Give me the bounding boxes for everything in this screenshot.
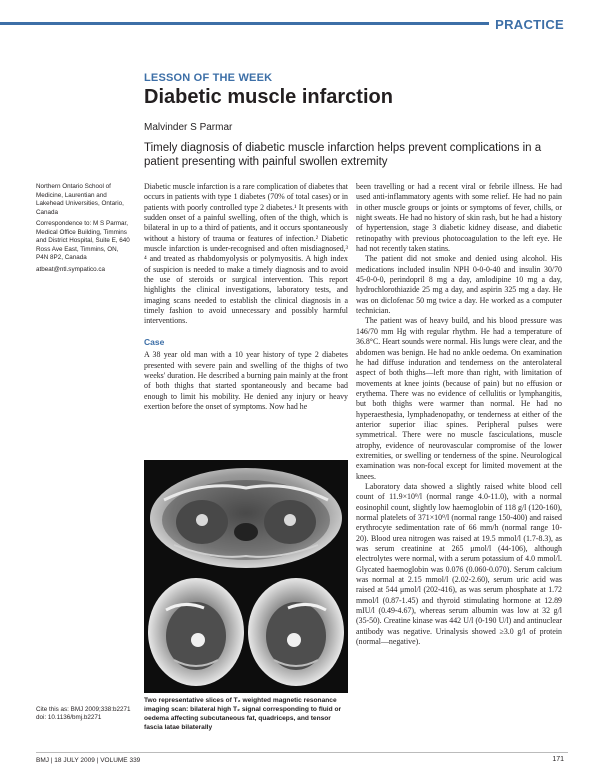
section-label: PRACTICE: [489, 17, 568, 32]
laboratory-paragraph: Laboratory data showed a slightly raised white blood cell count of 11.9×10⁹/l (normal range 4.0-11.0), with a normal eosinophil count, slightly low haemoglobin of 118 g/l (120-160), normal platelets of 371×10⁹/l (normal range 150-400) and raised erythrocyte sedimentation rate of 66 mm/h (normal range 10-20). Blood urea nitrogen was raised at 19.5 mmol/l (1.7-8.3), as was serum creatinine at 265 μmol/l (44-106), although electrolytes were normal, with a serum potassium of 4.0 mmol/l. Glycated haemoglobin was 0.076 (0.060-0.070). Serum calcium was normal at 2.15 mmol/l (2.02-2.60), serum uric acid was raised at 544 μmol/l (202-416), as was serum phosphate at 1.72 mmol/l (0.87-1.45) and thyroid stimulating hormone at 12.89 mIU/l (0.49-4.67), whereas serum albumin was low at 32 g/l (35-50). Creatine kinase was 442 U/l (0-190 U/l) and antinuclear antibody was negative. Urinalysis showed ≥3.0 g/l of protein (normal—negative).: [356, 481, 562, 647]
article-kicker: LESSON OF THE WEEK: [144, 72, 273, 84]
page-number: 171: [552, 756, 564, 763]
mri-image: [144, 460, 348, 693]
figure-caption: Two representative slices of T₂ weighted magnetic resonance imaging scan: bilateral high T₂ signal corresponding to fluid or oedema affecting subcutaneous fat, quadriceps, and tensor fascia latae bilaterally: [144, 697, 342, 731]
sidebar-affiliations: [36, 183, 132, 277]
intro-paragraph: Diabetic muscle infarction is a rare complication of diabetes that occurs in patients with type 1 diabetes (70% of total cases) or in patients with poorly controlled type 2 diabetes.¹ It presents with sudden onset of a painful swelling, often of the thigh, which is bilateral in up to a third of patients, and it occurs spontaneously without a history of trauma or features of infection.² Diabetic muscle infarction is under-recognised and often misdiagnosed,³ ⁴ and treated as rhabdomyolysis or polymyositis. A high index of suspicion is needed to make a timely diagnosis and to avoid the use of steroids or surgical intervention. This report highlights the clinical investigations, laboratory tests, and imaging scans needed to establish the clinical diagnosis in a timely fashion to avoid unnecessary and possibly harmful interventions.: [144, 182, 348, 326]
case-heading: Case: [144, 336, 165, 347]
article-title: Diabetic muscle infarction: [144, 86, 393, 108]
column-1: [144, 182, 348, 412]
footer-rule: [36, 752, 568, 753]
email-link[interactable]: atbeat@ntl.sympatico.ca: [36, 265, 106, 273]
affiliation: Northern Ontario School of Medicine, Laurentian and Lakehead Universities, Ontario, Canada: [36, 183, 124, 216]
mri-figure: [144, 460, 348, 693]
examination-paragraph: The patient was of heavy build, and his blood pressure was 146/70 mm Hg with regular rhythm. He had a temperature of 36.8°C. Heart sounds were normal. His lungs were clear, and the abdomen was benign. He had no ankle oedema. On examination he had diffuse induration and tenderness on the anterolateral aspect of both thighs—left more than right, with limitation of movements at knee joints (because of pain) but no effusion or erythema. There was no evidence of cellulitis or lymphangitis, but both thighs were warmer than normal. He had no hyperaesthesia, lymphadenopathy, or tenderness at either of the anterior superior iliac spines. Peripheral pulses were symmetrical. There were no muscle fasciculations, muscle atrophy, evidence of neurovascular compromise of the lower extremities, or swelling or tenderness of the spine. Neurological examination was non-focal except for limited movement at the knees.: [356, 316, 562, 481]
author-name: Malvinder S Parmar: [144, 122, 233, 133]
doi[interactable]: doi: 10.1136/bmj.b2271: [36, 714, 102, 721]
header-rule: [0, 22, 568, 25]
journal-footer: BMJ | 18 JULY 2009 | VOLUME 339: [36, 757, 141, 764]
column-2: [356, 182, 562, 647]
cite-as: Cite this as: BMJ 2009;338:b2271: [36, 706, 131, 713]
medication-paragraph: The patient did not smoke and denied using alcohol. His medications included insulin NPH 0-0-0-40 and insulin 30/70 45-0-0-0, perindopril 8 mg a day, amlodipine 10 mg a day, hydrochlorothiazide 25 mg a day, and aspirin 325 mg a day. He was on diclofenac 50 mg twice a day. He worked as a computer technician.: [356, 254, 562, 316]
history-paragraph: been travelling or had a recent viral or febrile illness. He had used anti-inflammatory agents with some relief. He had no pain in other muscle groups or joints or symptoms of fever, chills, or night sweats. He had no history of skin rash, but he had a history of hypertension, stage 3 diabetic kidney disease, and diabetic retinopathy with previous photocoagulation to the left eye. He had not recently taken statins.: [356, 182, 562, 254]
case-paragraph: A 38 year old man with a 10 year history of type 2 diabetes presented with severe pain and swelling of the thighs of two weeks' duration. He described a burning pain mainly at the front of both thighs that started spontaneously and became bad enough to limit his mobility. He denied any injury or heavy exertion before the onset of symptoms. Now had he: [144, 350, 348, 411]
standfirst: Timely diagnosis of diabetic muscle infarction helps prevent complications in a patient presenting with painful swollen extremity: [144, 142, 542, 168]
citation-block: [36, 706, 132, 722]
correspondence: Correspondence to: M S Parmar, Medical Office Building, Timmins and District Hospital, Suite E, 640 Ross Ave East, Timmins, ON, P4N 8P2, Canada: [36, 220, 130, 261]
